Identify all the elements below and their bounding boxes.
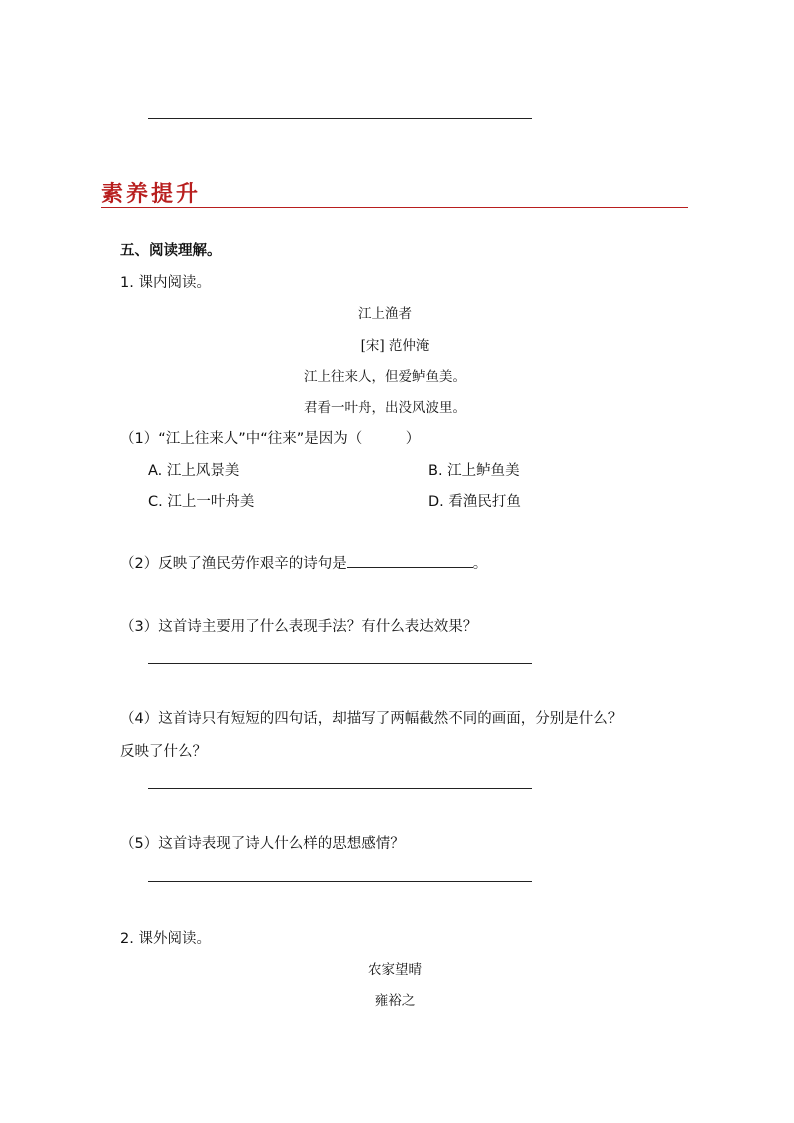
answer-line-top[interactable] xyxy=(148,118,532,119)
option-a[interactable]: A. 江上风景美 xyxy=(148,463,240,479)
poem-line: 君看一叶舟，出没风波里。 xyxy=(304,400,466,416)
answer-line[interactable] xyxy=(148,663,532,664)
fill-blank[interactable] xyxy=(347,553,473,568)
q1-label: 1. 课内阅读。 xyxy=(120,275,211,291)
sub-question-5: （5）这首诗表现了诗人什么样的思想感情？ xyxy=(120,836,405,852)
poem-title-2: 农家望晴 xyxy=(368,962,422,978)
answer-line[interactable] xyxy=(148,881,532,882)
sub-question-4: （4）这首诗只有短短的四句话，却描写了两幅截然不同的画面，分别是什么？ xyxy=(120,711,623,727)
poem-author: [宋] 范仲淹 xyxy=(360,338,430,354)
poem-author-2: 雍裕之 xyxy=(374,993,416,1009)
sub-question-2-text: （2）反映了渔民劳作艰辛的诗句是 xyxy=(120,556,347,572)
question-title: 五、阅读理解。 xyxy=(120,243,222,259)
section-heading-rule xyxy=(101,207,688,208)
option-c[interactable]: C. 江上一叶舟美 xyxy=(148,494,255,510)
poem-line: 江上往来人，但爱鲈鱼美。 xyxy=(304,369,466,385)
section-heading: 素养提升 xyxy=(101,181,202,207)
option-b[interactable]: B. 江上鲈鱼美 xyxy=(428,463,520,479)
sub-question-1: （1）“江上往来人”中“往来”是因为（ ） xyxy=(120,431,421,447)
answer-line[interactable] xyxy=(148,788,532,789)
poem-title: 江上渔者 xyxy=(358,306,412,322)
option-d[interactable]: D. 看渔民打鱼 xyxy=(428,494,521,510)
sub-question-4-cont: 反映了什么？ xyxy=(120,744,207,760)
sub-question-3: （3）这首诗主要用了什么表现手法？有什么表达效果？ xyxy=(120,619,478,635)
q2-label: 2. 课外阅读。 xyxy=(120,931,211,947)
sub-question-2-end: 。 xyxy=(472,556,488,572)
sub-question-2 xyxy=(120,553,487,574)
